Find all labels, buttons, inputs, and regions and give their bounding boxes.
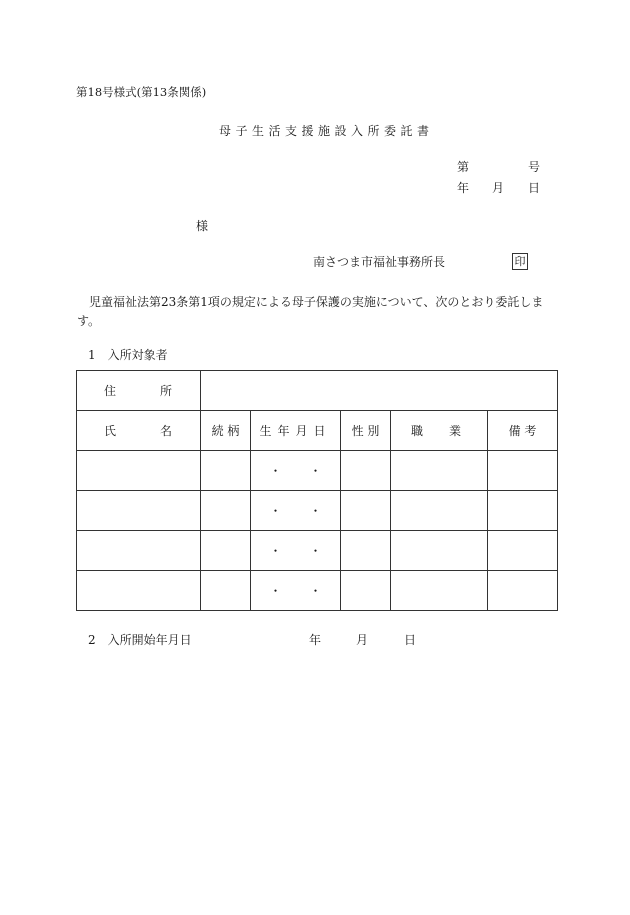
cell-sex[interactable] [341,571,391,611]
cell-relation[interactable] [201,451,251,491]
entry-table [76,370,558,611]
birthdate-dot: ・ [269,584,282,598]
birthdate-dot: ・ [309,504,322,518]
cell-remarks[interactable] [488,571,558,611]
col-name [77,411,201,451]
cell-name[interactable] [77,451,201,491]
start-date-month: 月 [356,633,369,647]
col-name-left: 氏 [104,424,117,438]
table-row [77,491,558,531]
cell-birthdate[interactable] [251,571,341,611]
address-row [77,371,558,411]
cell-job[interactable] [391,451,488,491]
address-label-cell [77,371,201,411]
start-date-year: 年 [309,633,322,647]
body-text: 児童福祉法第23条第1項の規定による母子保護の実施について、次のとおり委託します。 [77,295,544,328]
cell-sex[interactable] [341,531,391,571]
birthdate-dot: ・ [309,464,322,478]
cell-relation[interactable] [201,531,251,571]
address-label-right: 所 [159,384,172,398]
cell-sex[interactable] [341,451,391,491]
issuer-name: 南さつま市福祉事務所長 [313,255,446,269]
cell-job[interactable] [391,571,488,611]
col-relation: 続 柄 [201,411,251,451]
col-job-left: 職 [411,424,424,438]
cell-birthdate[interactable] [251,491,341,531]
start-date-day: 日 [404,633,417,647]
col-remarks: 備 考 [488,411,558,451]
table-row [77,571,558,611]
birthdate-dot: ・ [269,504,282,518]
document-title: 母子生活支援施設入所委託書 [219,124,434,138]
seal-mark: 印 [512,253,528,270]
cell-relation[interactable] [201,571,251,611]
doc-number-prefix: 第 [457,160,470,174]
birthdate-dot: ・ [309,584,322,598]
cell-remarks[interactable] [488,491,558,531]
col-birthdate: 生年月日 [251,411,341,451]
cell-job[interactable] [391,491,488,531]
date-month: 月 [492,181,505,195]
col-name-right: 名 [159,424,172,438]
table-header-row [77,411,558,451]
cell-sex[interactable] [341,491,391,531]
cell-name[interactable] [77,491,201,531]
date-day: 日 [528,181,541,195]
col-sex: 性 別 [341,411,391,451]
doc-number-suffix: 号 [528,160,541,174]
cell-remarks[interactable] [488,531,558,571]
address-label-left: 住 [104,384,117,398]
birthdate-dot: ・ [269,464,282,478]
cell-relation[interactable] [201,491,251,531]
address-field[interactable] [201,371,558,411]
col-job [391,411,488,451]
cell-name[interactable] [77,571,201,611]
col-job-right: 業 [448,424,461,438]
addressee-suffix: 様 [196,219,209,233]
birthdate-dot: ・ [269,544,282,558]
table-row [77,451,558,491]
cell-name[interactable] [77,531,201,571]
cell-remarks[interactable] [488,451,558,491]
cell-birthdate[interactable] [251,451,341,491]
cell-job[interactable] [391,531,488,571]
form-number: 第18号様式(第13条関係) [76,85,207,99]
cell-birthdate[interactable] [251,531,341,571]
birthdate-dot: ・ [309,544,322,558]
date-year: 年 [457,181,470,195]
section1-heading: 1 入所対象者 [88,348,168,362]
section2-heading: 2 入所開始年月日 [88,633,192,647]
table-row [77,531,558,571]
